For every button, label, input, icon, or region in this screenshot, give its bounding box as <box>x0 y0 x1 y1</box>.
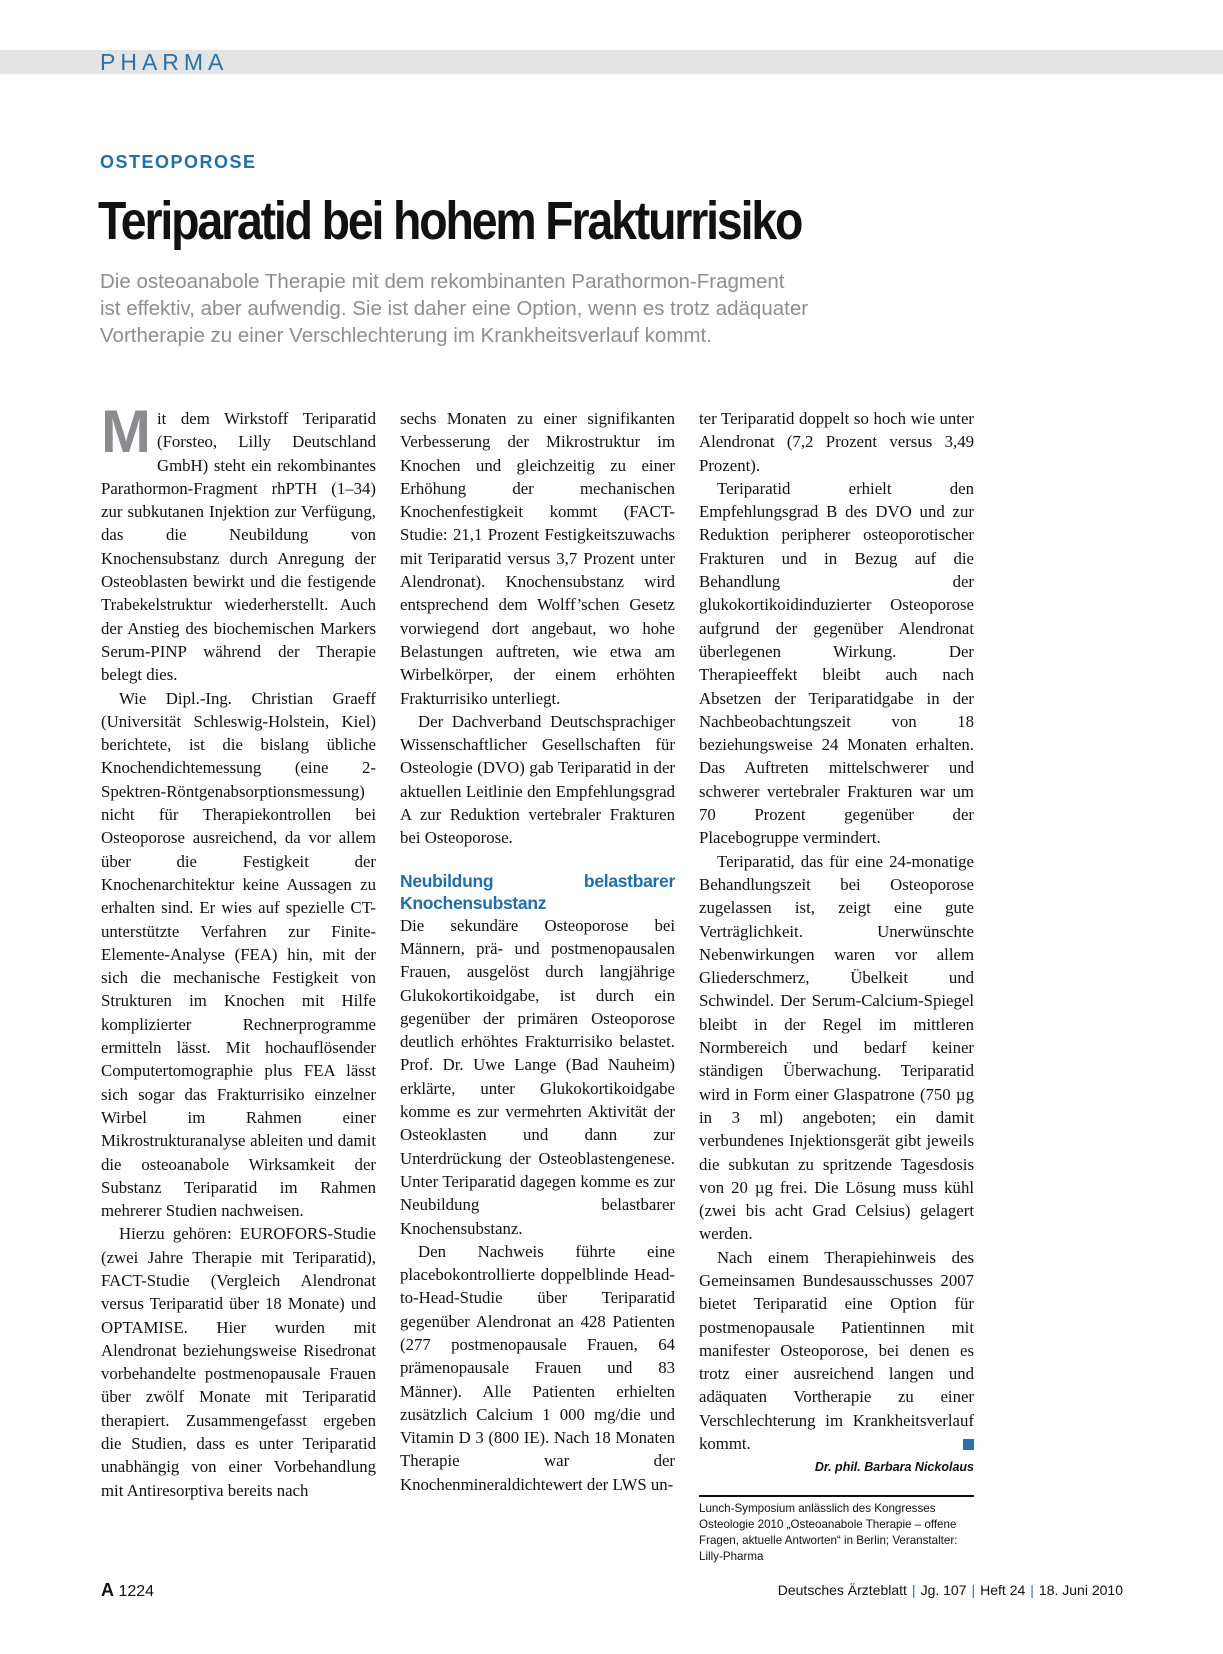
divider: | <box>971 1582 976 1598</box>
text-column-2 <box>400 407 675 1496</box>
end-mark-icon <box>963 1439 974 1450</box>
page-prefix: A <box>101 1580 114 1600</box>
journal-date: 18. Juni 2010 <box>1038 1582 1123 1598</box>
page-number-value: 1224 <box>118 1583 155 1600</box>
journal-footer <box>778 1582 1123 1598</box>
text-column-3 <box>699 407 974 1565</box>
text-column-1 <box>101 398 376 1502</box>
paragraph-text: Nach einem Therapiehinweis des Gemeinsamen Bundesausschusses 2007 bietet Teriparatid eine Option für postmenopausale Patientinnen mit manifester Osteoporose, bei denen es trotz einer ausreichend langen und adäquaten Vortherapie zu einer Verschlechterung im Krankheitsverlauf kommt. <box>699 1247 974 1454</box>
article-kicker: OSTEOPOROSE <box>100 152 257 172</box>
paragraph: ter Teriparatid doppelt so hoch wie unter Alendronat (7,2 Prozent versus 3,49 Prozent). <box>699 409 974 475</box>
lead-line: ist effektiv, aber aufwendig. Sie ist daher eine Option, wenn es trotz adäquater <box>100 297 809 320</box>
article-headline: Teriparatid bei hohem Frakturrisiko <box>98 191 802 251</box>
event-note: Lunch-Symposium anlässlich des Kongresses Osteologie 2010 „Osteoanabole Therapie – offene Fragen, aktuelle Antworten“ in Berlin; Veranstalter: Lilly-Pharma <box>699 1495 974 1565</box>
paragraph: Hierzu gehören: EUROFORS-Studie (zwei Jahre Therapie mit Teriparatid), FACT-Studie (Vergleich Alendronat versus Teriparatid über 18 Monate) und OPTAMISE. Hier wurden mit Alendronat beziehungsweise Risedronat vorbehandelte postmenopausale Frauen über zwölf Monate mit Teriparatid therapiert. Zusammengefasst ergeben die Studien, dass es unter Teriparatid unabhängig von einer Vorbehandlung mit Antiresorptiva bereits nach <box>101 1224 376 1500</box>
paragraph <box>101 398 376 687</box>
paragraph-text: it dem Wirkstoff Teriparatid (Forsteo, Lilly Deutschland GmbH) steht ein rekombinantes Parathormon-Fragment rhPTH (1–34) zur subkutanen Injektion zur Verfügung, das die Neubildung von Knochensubstanz durch Anregung der Osteoblasten bewirkt und die festigende Trabekelstruktur wiederherstellt. Auch der Anstieg des biochemischen Markers Serum-PINP während der Therapie belegt dies. <box>101 409 376 685</box>
paragraph: Teriparatid erhielt den Empfehlungsgrad B des DVO und zur Reduktion peripherer osteoporotischer Frakturen und in Bezug auf die Behandlung der glukokortikoidinduzierter Osteoporose aufgrund der gegenüber Alendronat überlegenen Wirkung. Der Therapieeffekt bleibt auch nach Absetzen der Teriparatidgabe in der Nachbeobachtungszeit von 18 beziehungsweise 24 Monaten erhalten. Das Auftreten mittelschwerer und schwerer vertebraler Frakturen war um 70 Prozent gegenüber der Placebogruppe vermindert. <box>699 478 974 848</box>
drop-cap: M <box>101 398 151 465</box>
lead-line: Vortherapie zu einer Verschlechterung im Krankheitsverlauf kommt. <box>100 324 712 347</box>
author-byline: Dr. phil. Barbara Nickolaus <box>814 1460 974 1475</box>
paragraph <box>699 1246 974 1456</box>
paragraph: Die sekundäre Osteoporose bei Männern, prä- und postmenopausalen Frauen, ausgelöst durch langjährige Glukokortikoidgabe, ist durch ein gegenüber der primären Osteoporose deutlich erhöhtes Frakturrisiko belastet. Prof. Dr. Uwe Lange (Bad Nauheim) erklärte, unter Glukokortikoidgabe komme es zur vermehrten Aktivität der Osteoklasten und dann zur Unterdrückung der Osteoblastengenese. Unter Teriparatid dagegen komme es zur Neubildung belastbarer Knochensubstanz. <box>400 915 675 1238</box>
page-number <box>101 1580 154 1601</box>
divider: | <box>911 1582 916 1598</box>
journal-issue: Heft 24 <box>980 1582 1026 1598</box>
paragraph: sechs Monaten zu einer signifikanten Verbesserung der Mikrostruktur im Knochen und gleichzeitig zu einer Erhöhung der mechanischen Knochenfestigkeit kommt (FACT-Studie: 21,1 Prozent Festigkeitszuwachs mit Teriparatid versus 3,7 Prozent unter Alendronat). Knochensubstanz wird entsprechend dem Wolff’schen Gesetz vorwiegend dort angebaut, wo hohe Belastungen auftreten, wie etwa am Wirbelkörper, der einem erhöhten Frakturrisiko unterliegt. <box>400 409 675 708</box>
lead-line: Die osteoanabole Therapie mit dem rekombinanten Parathormon-Fragment <box>100 270 785 293</box>
subheading: Neubildung belastbarer Knochensubstanz <box>400 870 675 913</box>
paragraph: Der Dachverband Deutschsprachiger Wissenschaftlicher Gesellschaften für Osteologie (DVO) gab Teriparatid in der aktuellen Leitlinie den Empfehlungsgrad A zur Reduktion vertebraler Frakturen bei Osteoporose. <box>400 711 675 848</box>
paragraph: Den Nachweis führte eine placebokontrollierte doppelblinde Head-to-Head-Studie über Teriparatid gegenüber Alendronat an 428 Patienten (277 postmenopausale Frauen, 64 prämenopausale Frauen und 83 Männer). Alle Patienten erhielten zusätzlich Calcium 1 000 mg/die und Vitamin D 3 (800 IE). Nach 18 Monaten Therapie war der Knochenmineraldichtewert der LWS un- <box>400 1241 675 1494</box>
paragraph: Teriparatid, das für eine 24-monatige Behandlungszeit bei Osteoporose zugelassen ist, zeigt eine gute Verträglichkeit. Unerwünschte Nebenwirkungen waren vor allem Gliederschmerz, Übelkeit und Schwindel. Der Serum-Calcium-Spiegel bleibt in der Regel im mittleren Normbereich und bedarf keiner ständigen Überwachung. Teriparatid wird in Form einer Glaspatrone (750 µg in 3 ml) angeboten; ein damit verbundenes Injektionsgerät gibt jeweils die subkutan zu spritzende Tagesdosis von 20 µg frei. Die Lösung muss kühl (zwei bis acht Grad Celsius) gelagert werden. <box>699 851 974 1244</box>
paragraph: Wie Dipl.-Ing. Christian Graeff (Universität Schleswig-Holstein, Kiel) berichtete, ist die bislang übliche Knochendichtemessung (eine 2-Spektren-Röntgenabsorptionsmessung) nicht für Therapiekontrollen bei Osteoporose ausreichend, da vor allem über die Festigkeit der Knochenarchitektur keine Aussagen zu erhalten sind. Er wies auf spezielle CT-unterstützte Verfahren zur Finite-Elemente-Analyse (FEA) hin, mit der sich die mechanische Festigkeit von Strukturen im Knochen mit Hilfe komplizierter Rechnerprogramme ermitteln lässt. Mit hochauflösender Computertomographie plus FEA lässt sich sogar das Frakturrisiko einzelner Wirbel im Rahmen einer Mikrostrukturanalyse ableiten und damit die osteoanabole Wirksamkeit der Substanz Teriparatid im Rahmen mehrerer Studien nachweisen. <box>101 688 376 1221</box>
divider: | <box>1030 1582 1034 1598</box>
journal-volume: Jg. 107 <box>920 1582 967 1598</box>
article-lead <box>100 268 920 349</box>
journal-name: Deutsches Ärzteblatt <box>777 1582 907 1598</box>
section-label: PHARMA <box>100 49 229 75</box>
